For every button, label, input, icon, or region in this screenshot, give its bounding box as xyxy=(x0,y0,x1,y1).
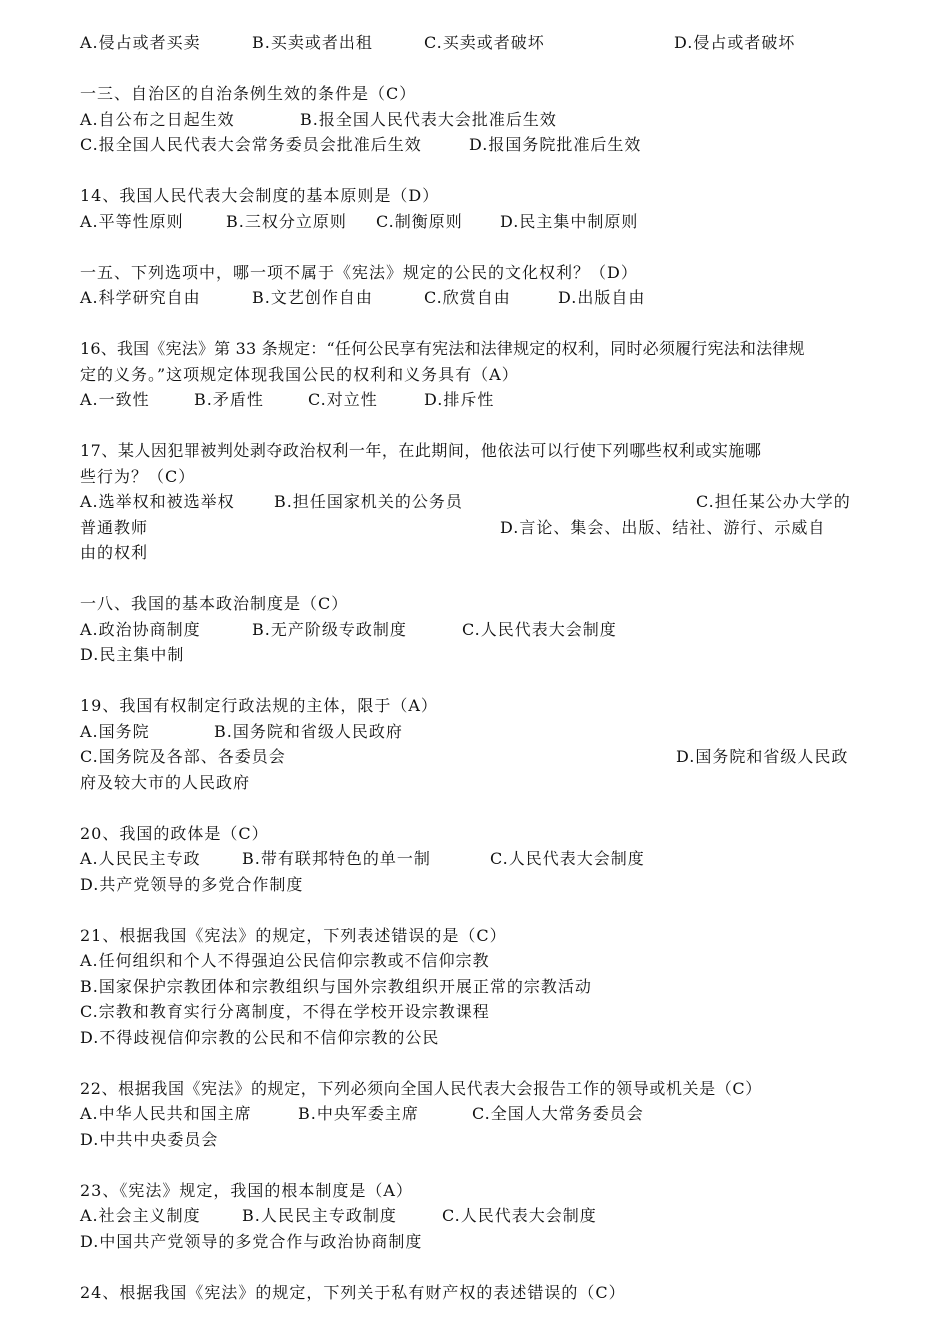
question-21-option-d: D.不得歧视信仰宗教的公民和不信仰宗教的公民 xyxy=(80,1027,440,1047)
option-d: D.国务院和省级人民政 xyxy=(676,747,849,766)
option-a: A.自公布之日起生效 xyxy=(80,109,235,129)
question-14-stem: 14、我国人民代表大会制度的基本原则是（D） xyxy=(80,186,440,205)
option-b: B.三权分立原则 xyxy=(226,211,347,231)
option-a: A.政治协商制度 xyxy=(80,619,201,639)
question-21-option-c: C.宗教和教育实行分离制度，不得在学校开设宗教课程 xyxy=(80,1002,490,1021)
document-page xyxy=(80,30,870,1305)
question-20-option-d: D.共产党领导的多党合作制度 xyxy=(80,874,304,894)
option-d: D.报国务院批准后生效 xyxy=(469,135,642,154)
option-a: A.一致性 xyxy=(80,390,150,409)
option-a: A.科学研究自由 xyxy=(80,288,201,307)
question-23-options-abc xyxy=(80,1203,870,1229)
question-19-stem: 19、我国有权制定行政法规的主体，限于（A） xyxy=(80,696,438,715)
option-c: C.制衡原则 xyxy=(376,211,463,231)
question-22-options-abc xyxy=(80,1101,870,1127)
question-17-option-d-cont: 由的权利 xyxy=(80,543,149,562)
option-d: D.排斥性 xyxy=(424,390,495,409)
option-d: D.出版自由 xyxy=(558,288,646,307)
question-13-stem: 一三、自治区的自治条例生效的条件是（C） xyxy=(80,84,417,103)
option-b: B.无产阶级专政制度 xyxy=(252,619,407,639)
question-18-option-d: D.民主集中制 xyxy=(80,645,185,664)
question-19-option-d-cont: 府及较大市的人民政府 xyxy=(80,772,251,792)
option-b: B.带有联邦特色的单一制 xyxy=(242,849,431,868)
option-b: B.人民民主专政制度 xyxy=(242,1206,397,1225)
question-13-options-cd xyxy=(80,132,870,158)
question-20-stem: 20、我国的政体是（C） xyxy=(80,823,269,843)
question-20-options-abc xyxy=(80,846,870,872)
option-b: B.矛盾性 xyxy=(194,390,264,409)
question-15-options xyxy=(80,285,870,311)
option-c: C.人民代表大会制度 xyxy=(490,849,645,868)
option-b: B.报全国人民代表大会批准后生效 xyxy=(300,109,557,129)
option-c-cont: 普通教师 xyxy=(80,517,149,537)
question-14-options xyxy=(80,209,870,235)
option-b: B.中央军委主席 xyxy=(298,1104,419,1123)
question-16-stem-line2: 定的义务。”这项规定体现我国公民的权利和义务具有（A） xyxy=(80,364,519,384)
option-c: C.国务院及各部、各委员会 xyxy=(80,747,286,766)
question-21-option-b: B.国家保护宗教团体和宗教组织与国外宗教组织开展正常的宗教活动 xyxy=(80,976,592,996)
option-d: D.侵占或者破坏 xyxy=(674,33,796,52)
option-d: D.言论、集会、出版、结社、游行、示威自 xyxy=(500,517,826,537)
question-23-stem: 23、《宪法》规定，我国的根本制度是（A） xyxy=(80,1180,413,1200)
question-18-options-abc xyxy=(80,617,870,643)
question-17-options-cd xyxy=(80,515,870,541)
option-c: C.全国人大常务委员会 xyxy=(472,1104,644,1123)
option-c: C.担任某公办大学的 xyxy=(696,492,851,511)
option-c: C.买卖或者破坏 xyxy=(424,33,545,52)
option-a: A.平等性原则 xyxy=(80,211,184,231)
option-a: A.国务院 xyxy=(80,721,150,741)
question-12-options xyxy=(80,30,870,56)
option-b: B.担任国家机关的公务员 xyxy=(274,492,463,511)
question-19-options-ab xyxy=(80,719,870,745)
option-b: B.文艺创作自由 xyxy=(252,288,373,307)
question-17-stem-line1: 17、某人因犯罪被判处剥夺政治权利一年，在此期间，他依法可以行使下列哪些权利或实施哪 xyxy=(80,441,762,460)
option-a: A.侵占或者买卖 xyxy=(80,33,201,52)
option-c: C.人民代表大会制度 xyxy=(442,1206,597,1225)
option-c: C.对立性 xyxy=(308,390,378,409)
option-a: A.人民民主专政 xyxy=(80,849,201,868)
question-21-option-a: A.任何组织和个人不得强迫公民信仰宗教或不信仰宗教 xyxy=(80,951,490,970)
option-c: C.欣赏自由 xyxy=(424,288,511,307)
option-a: A.选举权和被选举权 xyxy=(80,492,235,511)
question-23-option-d: D.中国共产党领导的多党合作与政治协商制度 xyxy=(80,1231,423,1251)
question-17-stem-line2: 些行为？（C） xyxy=(80,466,196,486)
question-13-options-ab xyxy=(80,107,870,133)
option-a: A.中华人民共和国主席 xyxy=(80,1104,252,1123)
question-19-options-cd xyxy=(80,744,870,770)
question-24-stem: 24、根据我国《宪法》的规定，下列关于私有财产权的表述错误的（C） xyxy=(80,1282,626,1302)
option-a: A.社会主义制度 xyxy=(80,1206,201,1225)
option-c: C.报全国人民代表大会常务委员会批准后生效 xyxy=(80,135,422,154)
option-d: D.民主集中制原则 xyxy=(500,211,639,231)
question-16-options xyxy=(80,387,870,413)
question-21-stem: 21、根据我国《宪法》的规定，下列表述错误的是（C） xyxy=(80,925,507,945)
question-17-options-abc xyxy=(80,489,870,515)
question-15-stem: 一五、下列选项中，哪一项不属于《宪法》规定的公民的文化权利？（D） xyxy=(80,262,638,282)
option-c: C.人民代表大会制度 xyxy=(462,619,617,639)
option-b: B.国务院和省级人民政府 xyxy=(214,721,403,741)
question-22-option-d: D.中共中央委员会 xyxy=(80,1129,219,1149)
option-b: B.买卖或者出租 xyxy=(252,33,373,52)
question-18-stem: 一八、我国的基本政治制度是（C） xyxy=(80,594,349,613)
question-22-stem: 22、根据我国《宪法》的规定，下列必须向全国人民代表大会报告工作的领导或机关是（C） xyxy=(80,1078,762,1098)
question-16-stem-line1: 16、我国《宪法》第 33 条规定：“任何公民享有宪法和法律规定的权利，同时必须履行宪法和法律规 xyxy=(80,339,805,358)
